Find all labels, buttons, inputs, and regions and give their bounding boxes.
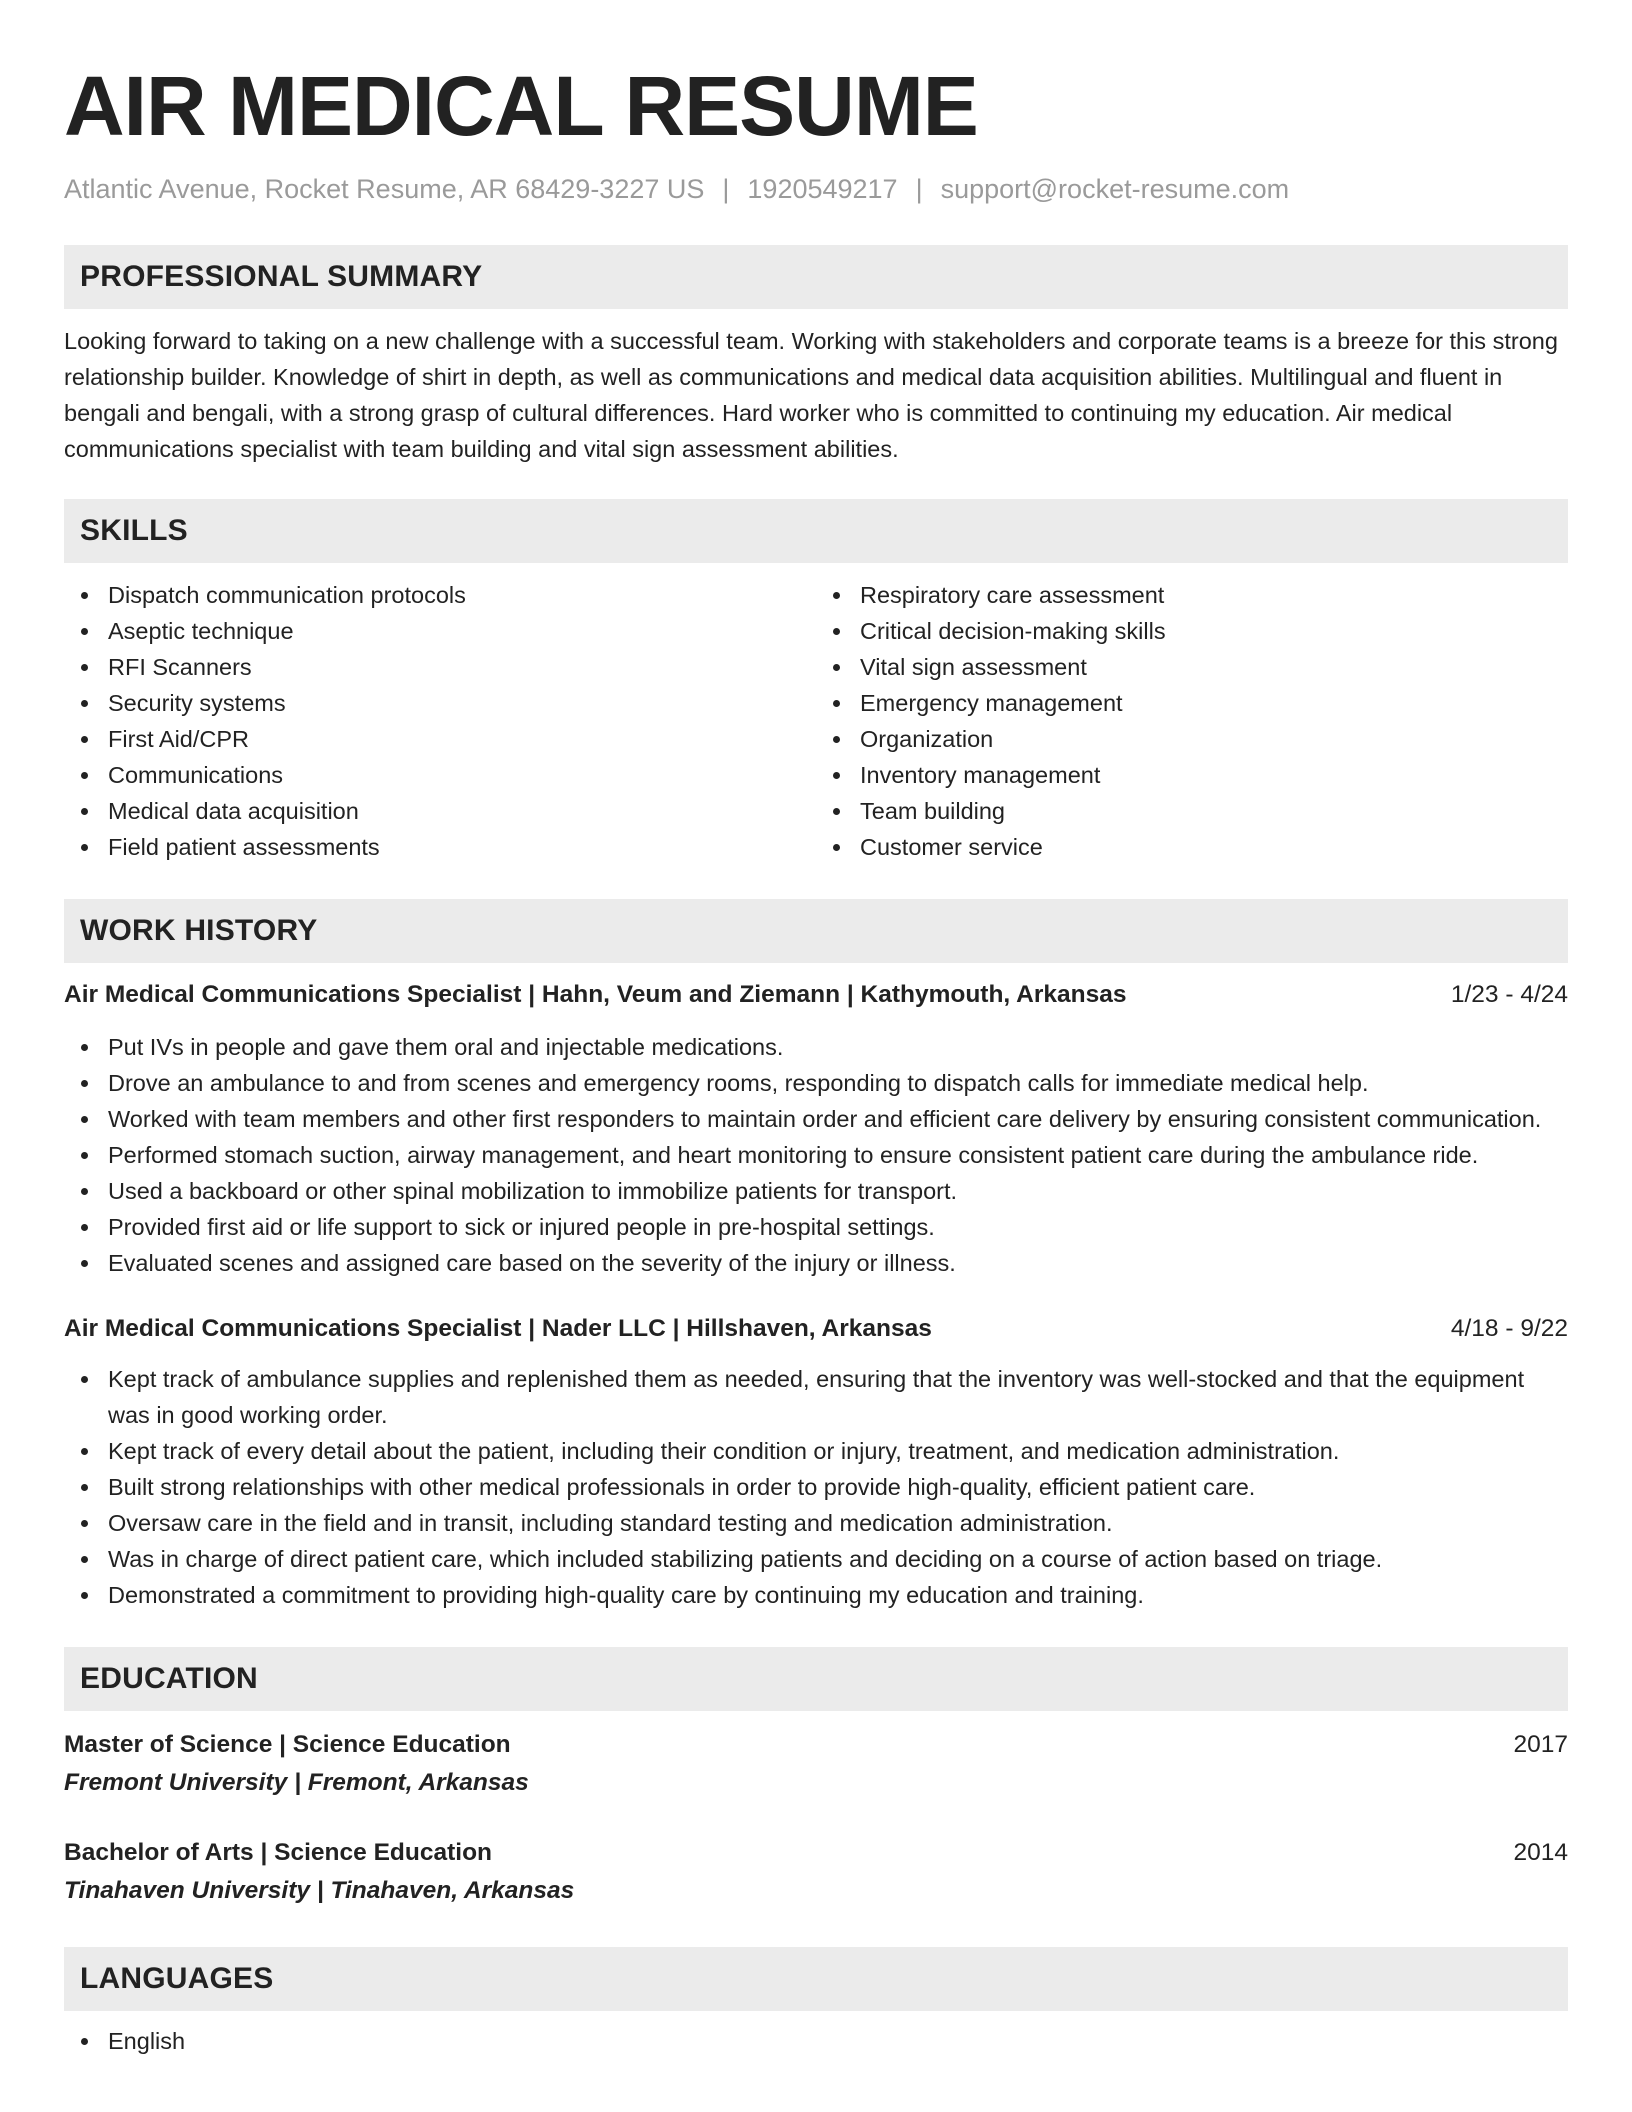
education-school: Tinahaven University | Tinahaven, Arkansas <box>64 1877 575 1904</box>
job-dates: 1/23 - 4/24 <box>1450 981 1568 1008</box>
contact-separator: | <box>722 174 730 204</box>
job-bullet: Kept track of every detail about the patient, including their condition or injury, treatment, and medication administration. <box>64 1433 1568 1469</box>
skills-column-right <box>816 577 1568 865</box>
education-degree: Bachelor of Arts | Science Education <box>64 1839 492 1866</box>
language-item: English <box>64 2023 1568 2059</box>
job-bullet: Provided first aid or life support to sick or injured people in pre-hospital settings. <box>64 1209 1568 1245</box>
education-year: 2014 <box>1513 1839 1568 1866</box>
skills-heading: SKILLS <box>64 499 1568 563</box>
skill-item: Organization <box>816 721 1568 757</box>
work-history-heading: WORK HISTORY <box>64 899 1568 963</box>
education-school: Fremont University | Fremont, Arkansas <box>64 1769 529 1796</box>
skill-item: Critical decision-making skills <box>816 613 1568 649</box>
job-title: Air Medical Communications Specialist | Hahn, Veum and Ziemann | Kathymouth, Arkansas <box>64 981 1127 1008</box>
job-bullet: Put IVs in people and gave them oral and injectable medications. <box>64 1029 1568 1065</box>
job-header <box>64 977 1568 1013</box>
job-bullet: Used a backboard or other spinal mobilization to immobilize patients for transport. <box>64 1173 1568 1209</box>
education-entry <box>64 1835 1568 1909</box>
skill-item: Inventory management <box>816 757 1568 793</box>
skill-item: Customer service <box>816 829 1568 865</box>
job-dates: 4/18 - 9/22 <box>1450 1315 1568 1342</box>
skill-item: First Aid/CPR <box>64 721 816 757</box>
job-bullets <box>64 1361 1568 1613</box>
skill-item: Field patient assessments <box>64 829 816 865</box>
contact-address: Atlantic Avenue, Rocket Resume, AR 68429-3227 US <box>64 174 705 204</box>
education-degree: Master of Science | Science Education <box>64 1731 511 1758</box>
skill-item: Medical data acquisition <box>64 793 816 829</box>
job-bullet: Evaluated scenes and assigned care based on the severity of the injury or illness. <box>64 1245 1568 1281</box>
summary-heading: PROFESSIONAL SUMMARY <box>64 245 1568 309</box>
job-bullet: Performed stomach suction, airway management, and heart monitoring to ensure consistent patient care during the ambulance ride. <box>64 1137 1568 1173</box>
job-entry <box>64 977 1568 1281</box>
education-header <box>64 1727 1568 1763</box>
skills-column-left <box>64 577 816 865</box>
skill-item: Emergency management <box>816 685 1568 721</box>
skill-item: Team building <box>816 793 1568 829</box>
contact-line <box>64 174 1568 205</box>
skill-item: Dispatch communication protocols <box>64 577 816 613</box>
skill-item: Security systems <box>64 685 816 721</box>
education-year: 2017 <box>1513 1731 1568 1758</box>
skill-item: Aseptic technique <box>64 613 816 649</box>
job-bullet: Worked with team members and other first responders to maintain order and efficient care delivery by ensuring consistent communication. <box>64 1101 1568 1137</box>
contact-phone: 1920549217 <box>747 174 898 204</box>
job-bullet: Oversaw care in the field and in transit, including standard testing and medication administration. <box>64 1505 1568 1541</box>
job-bullet: Demonstrated a commitment to providing high-quality care by continuing my education and training. <box>64 1577 1568 1613</box>
job-bullet: Kept track of ambulance supplies and replenished them as needed, ensuring that the inventory was well-stocked and that the equipment was in good working order. <box>64 1361 1568 1433</box>
skill-item: Vital sign assessment <box>816 649 1568 685</box>
skill-item: RFI Scanners <box>64 649 816 685</box>
job-header <box>64 1311 1568 1347</box>
education-heading: EDUCATION <box>64 1647 1568 1711</box>
education-entry <box>64 1727 1568 1801</box>
job-bullet: Was in charge of direct patient care, which included stabilizing patients and deciding on a course of action based on triage. <box>64 1541 1568 1577</box>
education-header <box>64 1835 1568 1871</box>
contact-email: support@rocket-resume.com <box>940 174 1290 204</box>
skill-item: Communications <box>64 757 816 793</box>
job-bullet: Built strong relationships with other medical professionals in order to provide high-quality, efficient patient care. <box>64 1469 1568 1505</box>
job-title: Air Medical Communications Specialist | Nader LLC | Hillshaven, Arkansas <box>64 1315 932 1342</box>
resume-name: AIR MEDICAL RESUME <box>64 59 978 153</box>
languages-heading: LANGUAGES <box>64 1947 1568 2011</box>
summary-text: Looking forward to taking on a new challenge with a successful team. Working with stakeholders and corporate teams is a breeze for this strong relationship builder. Knowledge of shirt in depth, as well as communications and medical data acquisition abilities. Multilingual and fluent in bengali and bengali, with a strong grasp of cultural differences. Hard worker who is committed to continuing my education. Air medical communications specialist with team building and vital sign assessment abilities. <box>64 328 1558 462</box>
skills-list <box>64 577 1568 865</box>
job-bullets <box>64 1029 1568 1281</box>
job-bullet: Drove an ambulance to and from scenes and emergency rooms, responding to dispatch calls for immediate medical help. <box>64 1065 1568 1101</box>
job-entry <box>64 1311 1568 1613</box>
skill-item: Respiratory care assessment <box>816 577 1568 613</box>
languages-list <box>64 2023 1568 2059</box>
contact-separator: | <box>915 174 923 204</box>
